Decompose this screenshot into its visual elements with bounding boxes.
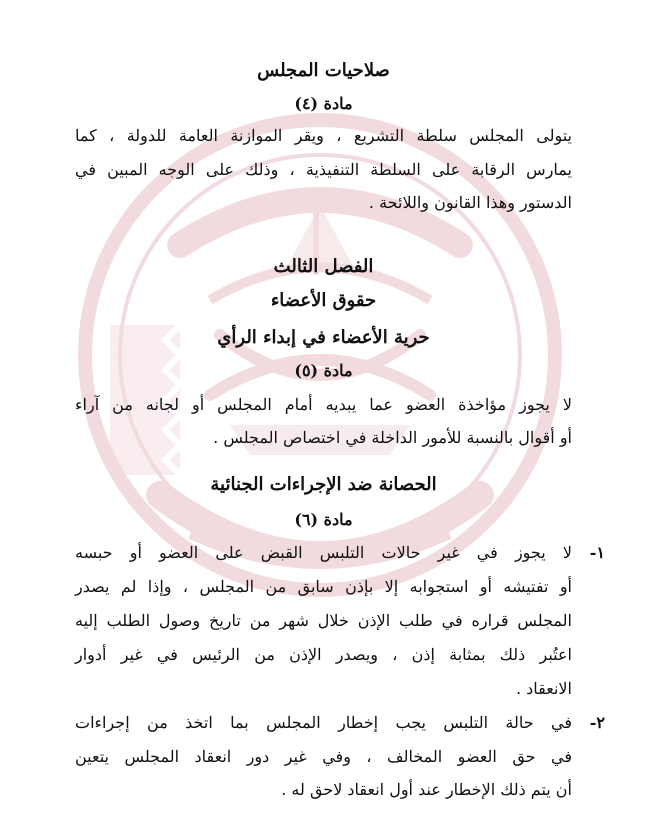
article-label-5: مادة (٥) (294, 361, 353, 380)
section-title-authority: صلاحيات المجلس (257, 60, 390, 81)
article-label-4: مادة (٤) (294, 94, 353, 113)
article-5-line-2: أو أقوال بالنسبة للأمور الداخلة في اختصاص المجلس . (213, 428, 572, 447)
article-4-line-2: يمارس الرقابة على السلطة التنفيذية ، وذلك على الوجه المبين في (75, 160, 572, 179)
item-2-line-3: أن يتم ذلك الإخطار عند أول انعقاد لاحق له . (281, 780, 572, 799)
section-title-freedom: حرية الأعضاء في إبداء الرأي (217, 327, 430, 348)
item-number-2: ٢- (589, 713, 605, 732)
article-label-6: مادة (٦) (294, 510, 353, 529)
article-5-line-1: لا يجوز مؤاخذة العضو عما يبديه أمام المجلس أو لجانه من آراء (75, 395, 573, 414)
item-1-line-5: الانعقاد . (515, 679, 572, 698)
chapter-subtitle: حقوق الأعضاء (270, 290, 377, 311)
item-1-line-2: أو تفتيشه أو استجوابه إلا بإذن سابق من المجلس ، وإذا لم يصدر (75, 577, 572, 596)
item-1-line-3: المجلس قراره في طلب الإذن خلال شهر من تاريخ وصول الطلب إليه (75, 611, 572, 630)
article-4-line-3: الدستور وهذا القانون واللائحة . (368, 193, 572, 212)
item-2-line-2: في حق العضو المخالف ، وفي غير دور انعقاد المجلس يتعين (75, 747, 572, 766)
item-2-line-1: في حالة التلبس يجب إخطار المجلس بما اتخذ من إجراءات (75, 713, 572, 732)
chapter-title: الفصل الثالث (273, 256, 374, 277)
article-4-line-1: يتولى المجلس سلطة التشريع ، ويقر الموازنة العامة للدولة ، كما (75, 126, 572, 145)
item-1-line-1: لا يجوز في غير حالات التلبس القبض على العضو أو حبسه (75, 543, 572, 562)
item-1-line-4: اعتُبر ذلك بمثابة إذن ، ويصدر الإذن من الرئيس في غير أدوار (75, 645, 572, 664)
section-title-immunity: الحصانة ضد الإجراءات الجنائية (210, 474, 437, 495)
item-number-1: ١- (589, 543, 605, 562)
